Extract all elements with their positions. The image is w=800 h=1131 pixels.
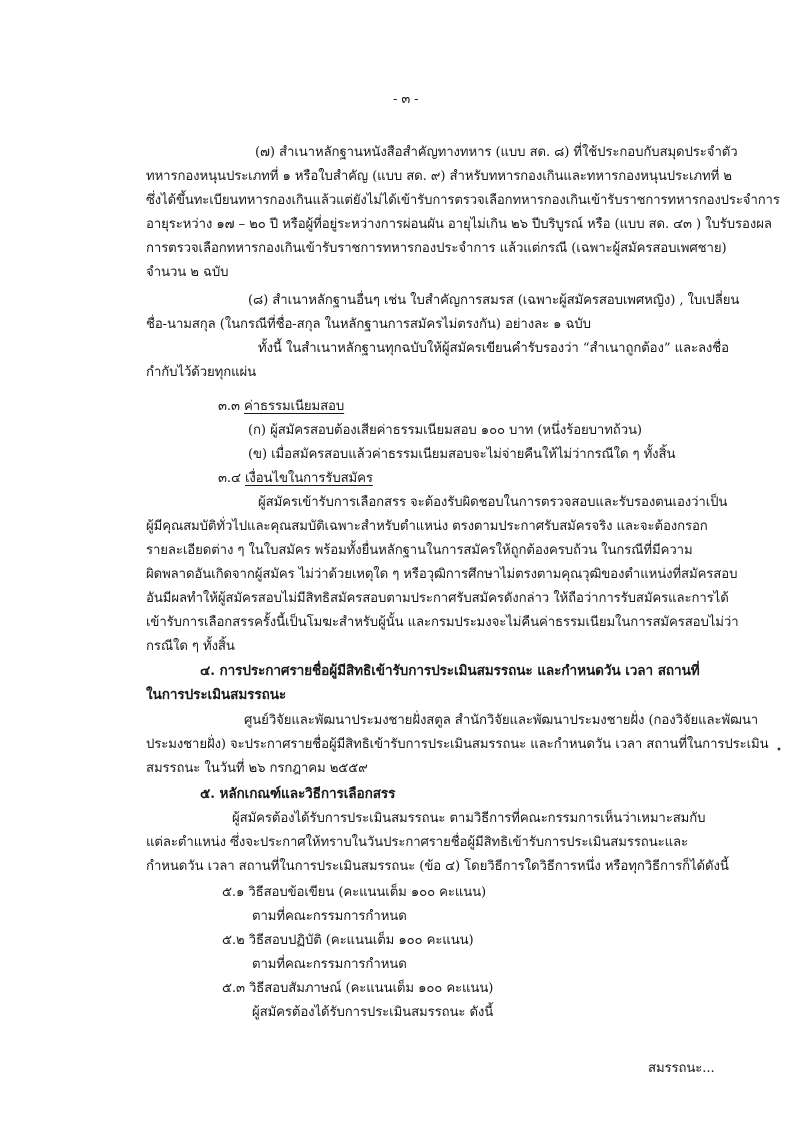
certify-note-line-2: กำกับไว้ด้วยทุกแผ่น — [146, 365, 257, 380]
item-7-line-4: อายุระหว่าง ๑๗ – ๒๐ ปี หรือผู้ที่อยู่ระหว่างการผ่อนผัน อายุไม่เกิน ๒๖ ปีบริบูรณ์ หรือ (แบบ สด. ๔๓ ) ใบรับรองผล — [146, 217, 772, 232]
item-7-line-5: การตรวจเลือกทหารกองเกินเข้ารับราชการทหารกองประจำการ แล้วแต่กรณี (เฉพาะผู้สมัครสอบเพศชาย) — [146, 241, 727, 256]
method-interview-title: ๕.๓ วิธีสอบสัมภาษณ์ (คะแนนเต็ม ๑๐๐ คะแนน) — [222, 981, 494, 996]
method-practical-title: ๕.๒ วิธีสอบปฏิบัติ (คะแนนเต็ม ๑๐๐ คะแนน) — [222, 933, 474, 948]
conditions-line-4: ผิดพลาดอันเกิดจากผู้สมัคร ไม่ว่าด้วยเหตุใด ๆ หรือวุฒิการศึกษาไม่ตรงตามคุณวุฒิของตำแหน่งที่สมัครสอบ — [146, 567, 738, 582]
section-4-heading-line-2: ในการประเมินสมรรถนะ — [146, 687, 287, 703]
fee-item-b: (ข) เมื่อสมัครสอบแล้วค่าธรรมเนียมสอบจะไม่จ่ายคืนให้ไม่ว่ากรณีใด ๆ ทั้งสิ้น — [248, 447, 676, 462]
item-8-line-1: (๘) สำเนาหลักฐานอื่นๆ เช่น ใบสำคัญการสมรส (เฉพาะผู้สมัครสอบเพศหญิง) , ใบเปลี่ยน — [248, 293, 740, 308]
conditions-line-2: ผู้มีคุณสมบัติทั่วไปและคุณสมบัติเฉพาะสำหรับตำแหน่ง ตรงตามประกาศรับสมัครจริง และจะต้องกรอก — [146, 519, 708, 534]
section-4-line-2: ประมงชายฝั่ง) จะประกาศรายชื่อผู้มีสิทธิเข้ารับการประเมินสมรรถนะ และกำหนดวัน เวลา สถานที่ในการประเมิน — [146, 737, 769, 752]
item-7-line-1: (๗) สำเนาหลักฐานหนังสือสำคัญทางทหาร (แบบ สด. ๘) ที่ใช้ประกอบกับสมุดประจำตัว — [255, 145, 738, 160]
section-3-3-title: ค่าธรรมเนียมสอบ — [244, 399, 345, 414]
section-3-3-heading — [218, 398, 344, 416]
item-7-line-6: จำนวน ๒ ฉบับ — [146, 265, 229, 280]
section-3-3-number: ๓.๓ — [218, 399, 240, 414]
item-8-line-2: ชื่อ-นามสกุล (ในกรณีที่ชื่อ-สกุล ในหลักฐานการสมัครไม่ตรงกัน) อย่างละ ๑ ฉบับ — [146, 317, 591, 332]
method-practical-detail: ตามที่คณะกรรมการกำหนด — [252, 957, 407, 972]
conditions-line-7: กรณีใด ๆ ทั้งสิ้น — [146, 639, 235, 654]
section-3-4-heading — [218, 470, 373, 488]
conditions-line-1: ผู้สมัครเข้ารับการเลือกสรร จะต้องรับผิดชอบในการตรวจสอบและรับรองตนเองว่าเป็น — [258, 495, 728, 510]
section-4-line-1: ศูนย์วิจัยและพัฒนาประมงชายฝั่งสตูล สำนักวิจัยและพัฒนาประมงชายฝั่ง (กองวิจัยและพัฒนา — [244, 713, 759, 728]
conditions-line-3: รายละเอียดต่าง ๆ ในใบสมัคร พร้อมทั้งยื่นหลักฐานในการสมัครให้ถูกต้องครบถ้วน ในกรณีที่มีความ — [146, 543, 693, 558]
method-written-detail: ตามที่คณะกรรมการกำหนด — [252, 909, 407, 924]
item-7-line-2: ทหารกองหนุนประเภทที่ ๑ หรือใบสำคัญ (แบบ สด. ๙) สำหรับทหารกองเกินและทหารกองหนุนประเภทที่ ๒ — [146, 169, 732, 184]
section-5-line-2: แต่ละตำแหน่ง ซึ่งจะประกาศให้ทราบในวันประกาศรายชื่อผู้มีสิทธิเข้ารับการประเมินสมรรถนะและ — [146, 835, 688, 850]
item-7-line-3: ซึ่งได้ขึ้นทะเบียนทหารกองเกินแล้วแต่ยังไม่ได้เข้ารับการตรวจเลือกทหารกองเกินเข้ารับราชการทหารกองประจำการ — [146, 193, 780, 208]
section-5-line-1: ผู้สมัครต้องได้รับการประเมินสมรรถนะ ตามวิธีการที่คณะกรรมการเห็นว่าเหมาะสมกับ — [232, 811, 706, 826]
section-4-line-3: สมรรถนะ ในวันที่ ๒๖ กรกฎาคม ๒๕๕๙ — [146, 761, 368, 776]
continuation-note: สมรรถนะ... — [648, 1061, 715, 1076]
page-number: - ๓ - — [393, 92, 419, 107]
method-written-title: ๕.๑ วิธีสอบข้อเขียน (คะแนนเต็ม ๑๐๐ คะแนน) — [222, 885, 487, 900]
fee-item-a: (ก) ผู้สมัครสอบต้องเสียค่าธรรมเนียมสอบ ๑๐๐ บาท (หนึ่งร้อยบาทถ้วน) — [248, 423, 642, 438]
section-5-heading: ๕. หลักเกณฑ์และวิธีการเลือกสรร — [200, 786, 396, 802]
section-4-heading-line-1: ๔. การประกาศรายชื่อผู้มีสิทธิเข้ารับการประเมินสมรรถนะ และกำหนดวัน เวลา สถานที่ — [200, 663, 700, 679]
section-3-4-title: เงื่อนไขในการรับสมัคร — [244, 471, 373, 486]
section-3-4-number: ๓.๔ — [218, 471, 241, 486]
scan-speck: • — [776, 745, 782, 756]
conditions-line-6: เข้ารับการเลือกสรรครั้งนี้เป็นโมฆะสำหรับผู้นั้น และกรมประมงจะไม่คืนค่าธรรมเนียมในการสมัครสอบไม่ว่า — [146, 615, 739, 630]
method-interview-detail: ผู้สมัครต้องได้รับการประเมินสมรรถนะ ดังนี้ — [252, 1005, 494, 1020]
conditions-line-5: อันมีผลทำให้ผู้สมัครสอบไม่มีสิทธิสมัครสอบตามประกาศรับสมัครดังกล่าว ให้ถือว่าการรับสมัครและการได้ — [146, 591, 729, 606]
section-5-line-3: กำหนดวัน เวลา สถานที่ในการประเมินสมรรถนะ (ข้อ ๔) โดยวิธีการใดวิธีการหนึ่ง หรือทุกวิธีการก็ได้ดังนี้ — [146, 859, 729, 874]
certify-note-line-1: ทั้งนี้ ในสำเนาหลักฐานทุกฉบับให้ผู้สมัครเขียนคำรับรองว่า “สำเนาถูกต้อง” และลงชื่อ — [258, 341, 729, 356]
